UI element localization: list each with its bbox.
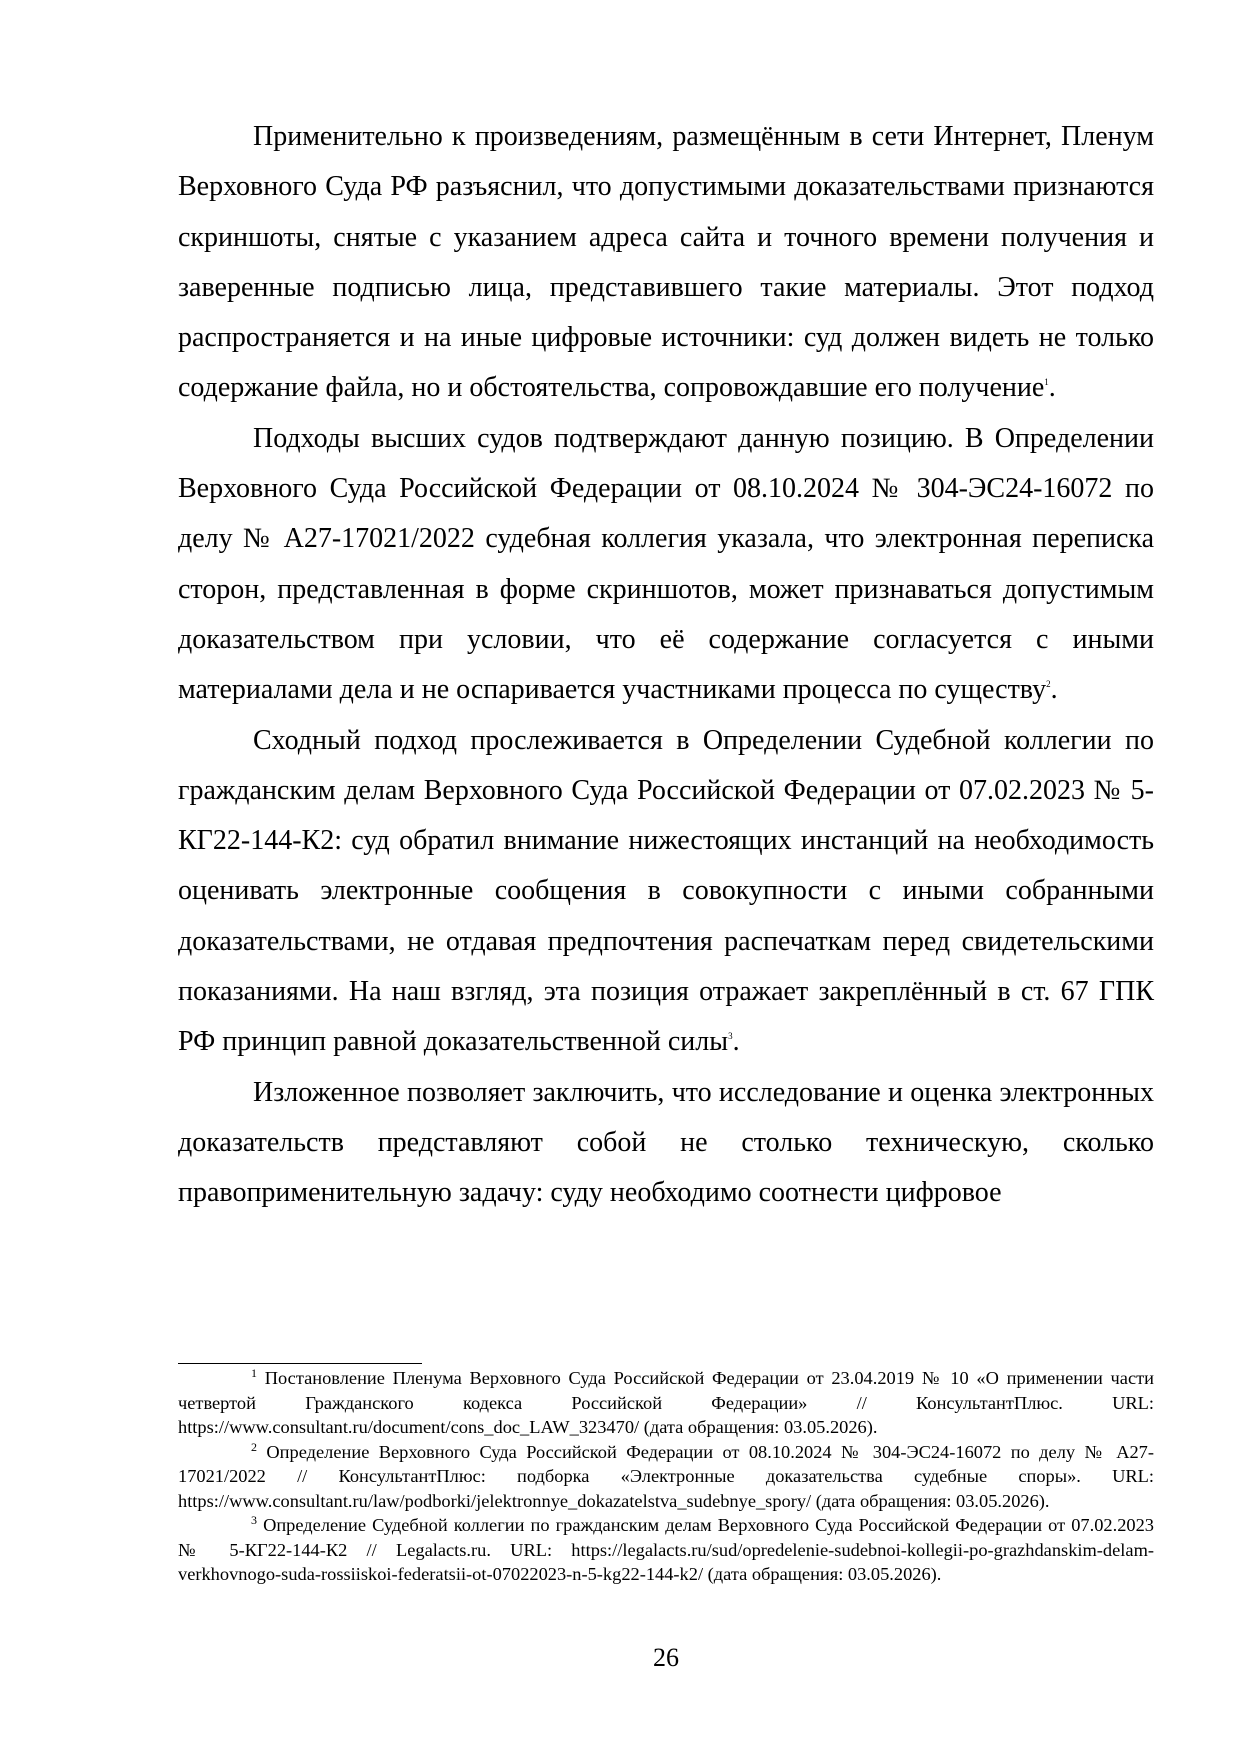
paragraph-end: .	[732, 1026, 740, 1058]
footnote-number: 2	[251, 1439, 257, 1454]
footnote-number: 1	[251, 1366, 257, 1380]
paragraph	[178, 414, 1154, 716]
footnote-text: Определение Судебной коллегии по гражданским делам Верховного Суда Российской Федерации от 07.02.2023 № 5-КГ22-144-К2 // Legalacts.ru. URL: https://legalacts.ru/sud/opredelenie-sudebnoi-kollegii-po-grazhdanskim-delam-verkhovnogo-suda-rossiiskoi-federatsii-ot-07022023-n-5-kg22-144-k2/ (дата обращения: 03.05.2026).	[178, 1515, 1154, 1584]
paragraph-end: .	[1048, 372, 1056, 404]
footnote-number: 3	[251, 1513, 257, 1527]
footnote	[178, 1440, 1154, 1514]
page-number: 26	[653, 1643, 679, 1672]
footnote-separator	[178, 1363, 422, 1364]
paragraph-text: Применительно к произведениям, размещённым в сети Интернет, Пленум Верховного Суда РФ разъяснил, что допустимыми доказательствами признаются скриншоты, снятые с указанием адреса сайта и точного времени получения и заверенные подписью лица, представившего такие материалы. Этот подход распространяется и на иные цифровые источники: суд должен видеть не только содержание файла, но и обстоятельства, сопровождавшие его получение	[178, 121, 1154, 404]
paragraph	[178, 112, 1154, 414]
footnote	[178, 1513, 1154, 1587]
footnote-reference[interactable]: 1	[1044, 377, 1049, 388]
footnote-text: Постановление Пленума Верховного Суда Российской Федерации от 23.04.2019 № 10 «О применении части четвертой Гражданского кодекса Российской Федерации» // КонсультантПлюс. URL: https://www.consultant.ru/document/cons_doc_LAW_323470/ (дата обращения: 03.05.2026).	[178, 1368, 1154, 1437]
body-text	[178, 112, 1154, 1219]
paragraph	[178, 716, 1154, 1068]
footnote-reference[interactable]: 2	[1046, 679, 1051, 690]
paragraph	[178, 1068, 1154, 1219]
paragraph-text: Подходы высших судов подтверждают данную позицию. В Определении Верховного Суда Российской Федерации от 08.10.2024 № 304-ЭС24-16072 по делу № А27-17021/2022 судебная коллегия указала, что электронная переписка сторон, представленная в форме скриншотов, может признаваться допустимым доказательством при условии, что её содержание согласуется с иными материалами дела и не оспаривается участниками процесса по существу	[178, 422, 1154, 706]
footnotes	[178, 1366, 1154, 1587]
footnote	[178, 1366, 1154, 1440]
footnote-reference[interactable]: 3	[728, 1031, 733, 1042]
paragraph-text: Сходный подход прослеживается в Определении Судебной коллегии по гражданским делам Верховного Суда Российской Федерации от 07.02.2023 № 5-КГ22-144-К2: суд обратил внимание нижестоящих инстанций на необходимость оценивать электронные сообщения в совокупности с иными собранными доказательствами, не отдавая предпочтения распечаткам перед свидетельскими показаниями. На наш взгляд, эта позиция отражает закреплённый в ст. 67 ГПК РФ принцип равной доказательственной силы	[178, 724, 1154, 1058]
paragraph-text: Изложенное позволяет заключить, что исследование и оценка электронных доказательств представляют собой не столько техническую, сколько правоприменительную задачу: суду необходимо соотнести цифровое	[178, 1076, 1154, 1209]
paragraph-end: .	[1050, 674, 1058, 706]
footnote-text: Определение Верховного Суда Российской Федерации от 08.10.2024 № 304-ЭС24-16072 по делу № А27-17021/2022 // КонсультантПлюс: подборка «Электронные доказательства судебные споры». URL: https://www.consultant.ru/law/podborki/jelektronnye_dokazatelstva_sudebnye_spory/ (дата обращения: 03.05.2026).	[178, 1441, 1154, 1511]
